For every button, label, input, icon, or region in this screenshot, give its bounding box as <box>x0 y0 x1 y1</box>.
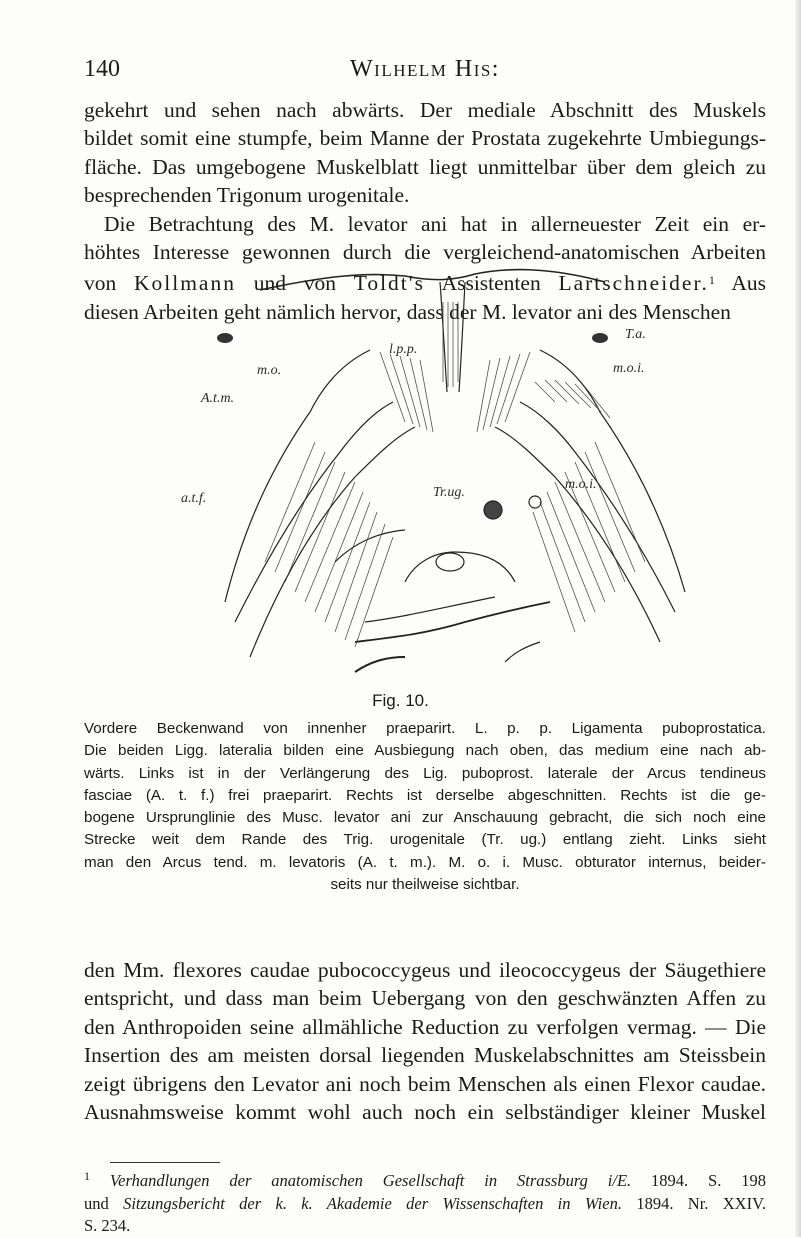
right-vessel-icon <box>592 333 608 343</box>
caption-line: fasciae (A. t. f.) frei praeparirt. Rechts ist derselbe abgeschnitten. Rechts ist die ge- <box>84 786 766 804</box>
label-tr-ug: Tr.ug. <box>433 485 465 500</box>
label-mo-i-lower: m.o.i. <box>565 477 597 492</box>
running-title: Wilhelm His: <box>350 56 500 82</box>
figure-caption <box>84 718 766 896</box>
central-stalk <box>440 282 465 392</box>
text-line: den Anthropoiden seine allmähliche Reduction zu verfolgen vermag. — Die <box>84 1014 766 1039</box>
text-fragment: und von <box>253 271 336 296</box>
text-line: Insertion des am meisten dorsal liegenden Muskelabschnittes am Steissbein <box>84 1043 766 1068</box>
left-vessel-icon <box>217 333 233 343</box>
body-paragraph-bottom <box>84 956 766 1126</box>
text-line: Ausnahmsweise kommt wohl auch noch ein selbständiger kleiner Muskel <box>84 1100 766 1125</box>
caption-line: bogene Ursprunglinie des Musc. levator ani zur Anschauung gebracht, die sich noch eine <box>84 809 766 827</box>
paragraph-1 <box>84 96 766 210</box>
figure-top-contour <box>260 270 605 290</box>
text-line: besprechenden Trigonum urogenitale. <box>84 183 410 208</box>
label-lpp: l.p.p. <box>389 342 418 357</box>
footnote-line <box>84 1193 766 1216</box>
scan-edge <box>795 0 801 1237</box>
footnote-marker: 1 <box>708 273 715 288</box>
caption-line: wärts. Links ist in der Verlängerung des Lig. puboprost. laterale der Arcus tendineus <box>84 764 766 782</box>
text-line: zeigt übrigens den Levator ani noch beim Menschen als einen Flexor caudae. <box>84 1071 766 1096</box>
caption-line: seits nur theilweise sichtbar. <box>330 876 520 894</box>
text-line: gekehrt und sehen nach abwärts. Der mediale Abschnitt des Muskels <box>84 98 766 122</box>
caption-line: Vordere Beckenwand von innenher praeparirt. L. p. p. Ligamenta puboprostatica. <box>84 720 766 737</box>
author-name-kollmann: Kollmann <box>133 271 236 296</box>
label-atm: A.t.m. <box>201 391 235 406</box>
footnote-and: und <box>84 1193 109 1213</box>
caption-line: man den Arcus tend. m. levatoris (A. t. m.). M. o. i. Musc. obturator internus, beider- <box>84 853 766 871</box>
label-atf: a.t.f. <box>181 491 207 506</box>
footnote-source-2: Sitzungsbericht der k. k. Akademie der Wissenschaften in Wien. <box>123 1193 622 1213</box>
page-number: 140 <box>84 56 120 82</box>
author-name-lartschneider: Lartschneider. <box>558 271 709 296</box>
label-ta: T.a. <box>625 327 646 342</box>
footnote-divider <box>110 1162 220 1163</box>
footnote-ref-1: 1894. S. 198 <box>651 1171 766 1190</box>
text-line: entspricht, und dass man beim Uebergang von den geschwänzten Affen zu <box>84 986 766 1011</box>
text-fragment: Assistenten <box>441 271 541 296</box>
text-fragment: von <box>84 271 117 296</box>
author-name-toldt: Toldt's <box>353 271 426 296</box>
text-line: bildet somit eine stumpfe, beim Manne der Prostata zugekehrte Umbiegungs- <box>84 126 766 151</box>
text-line: fläche. Das umgebogene Muskelblatt liegt unmittelbar über dem gleich zu <box>84 154 766 179</box>
figure-title: Fig. 10. <box>372 691 429 710</box>
text-line: den Mm. flexores caudae pubococcygeus und ileococcygeus der Säugethiere <box>84 958 766 982</box>
footnote-ref-2: 1894. Nr. XXIV. <box>636 1193 766 1213</box>
caption-line: Strecke weit dem Rande des Trig. urogenitale (Tr. ug.) entlang zieht. Links sieht <box>84 831 766 849</box>
footnote-source-1: Verhandlungen der anatomischen Gesellschaft in Strassburg i/E. <box>109 1171 632 1190</box>
running-header <box>84 56 766 86</box>
text-line: Die Betrachtung des M. levator ani hat in allerneuester Zeit ein er- <box>104 211 766 236</box>
label-mo: m.o. <box>257 363 282 378</box>
text-fragment: Aus <box>731 271 767 296</box>
urogenital-triangle <box>355 602 550 642</box>
footnote-line: S. 234. <box>84 1216 131 1235</box>
text-line: diesen Arbeiten geht nämlich hervor, dass der M. levator ani des Menschen <box>84 299 731 324</box>
paragraph-3 <box>84 956 766 1126</box>
caption-line: Die beiden Ligg. lateralia bilden eine Ausbiegung nach oben, das medium eine nach ab- <box>84 742 766 760</box>
footnote-line <box>84 1165 766 1193</box>
label-mo-i-right: m.o.i. <box>613 361 645 376</box>
footnote <box>84 1165 766 1238</box>
left-muscle-outline <box>225 350 370 602</box>
text-line: höhtes Interesse gewonnen durch die vergleichend-anatomischen Arbeiten <box>84 240 766 265</box>
footnote-number: 1 <box>84 1169 90 1183</box>
